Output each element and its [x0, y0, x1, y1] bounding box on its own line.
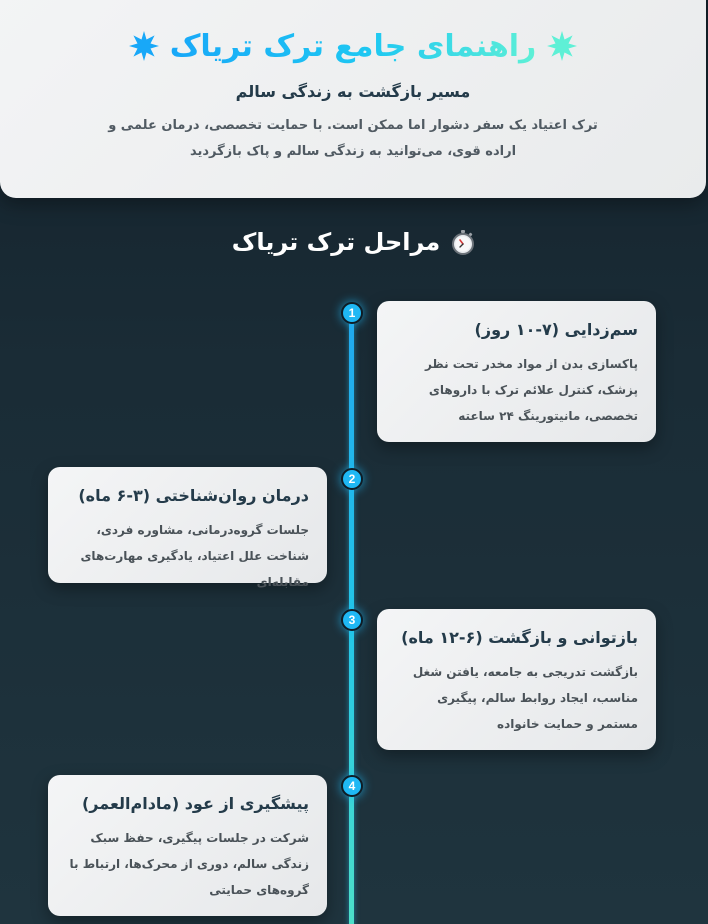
stages-section-title: [0, 228, 708, 256]
step-number-badge: 3: [341, 609, 363, 631]
stage-title: سم‌زدایی (۷-۱۰ روز): [474, 320, 638, 339]
stage-title: پیشگیری از عود (مادام‌العمر): [81, 794, 309, 813]
header-card: [0, 0, 706, 198]
stage-description: شرکت در جلسات پیگیری، حفظ سبک زندگی سالم، دوری از محرک‌ها، ارتباط با گروه‌های حمایتی: [69, 831, 309, 897]
step-number-badge: 2: [341, 468, 363, 490]
stage-description: پاکسازی بدن از مواد مخدر تحت نظر پزشک، کنترل علائم ترک با داروهای تخصصی، مانیتورینگ ۲۴ ساعته: [424, 357, 638, 423]
stage-description: جلسات گروه‌درمانی، مشاوره فردی، شناخت علل اعتیاد، یادگیری مهارت‌های مقابله‌ای: [80, 523, 309, 589]
star-burst-icon: [546, 30, 578, 62]
star-burst-icon: [128, 30, 160, 62]
page-title-text: راهنمای جامع ترک تریاک: [169, 28, 537, 64]
page-title: [0, 24, 706, 68]
stage-title: درمان روان‌شناختی (۳-۶ ماه): [78, 486, 309, 505]
intro-paragraph: ترک اعتیاد یک سفر دشوار اما ممکن است. با حمایت تخصصی، درمان علمی و اراده قوی، می‌توانید به زندگی سالم و پاک بازگردید: [108, 118, 598, 159]
stage-title: بازتوانی و بازگشت (۶-۱۲ ماه): [401, 628, 638, 647]
stage-description: بازگشت تدریجی به جامعه، یافتن شغل مناسب، ایجاد روابط سالم، پیگیری مستمر و حمایت خانواده: [412, 665, 638, 731]
stage-card-relapse-prevention: [48, 775, 327, 916]
stage-card-detox: [377, 301, 656, 442]
stopwatch-icon: [450, 229, 476, 255]
step-number-badge: 1: [341, 302, 363, 324]
stages-section-title-text: مراحل ترک تریاک: [231, 228, 441, 256]
step-number-badge: 4: [341, 775, 363, 797]
stage-card-psychotherapy: [48, 467, 327, 589]
page-subtitle: مسیر بازگشت به زندگی سالم: [235, 82, 471, 101]
stage-card-rehabilitation: [377, 609, 656, 750]
